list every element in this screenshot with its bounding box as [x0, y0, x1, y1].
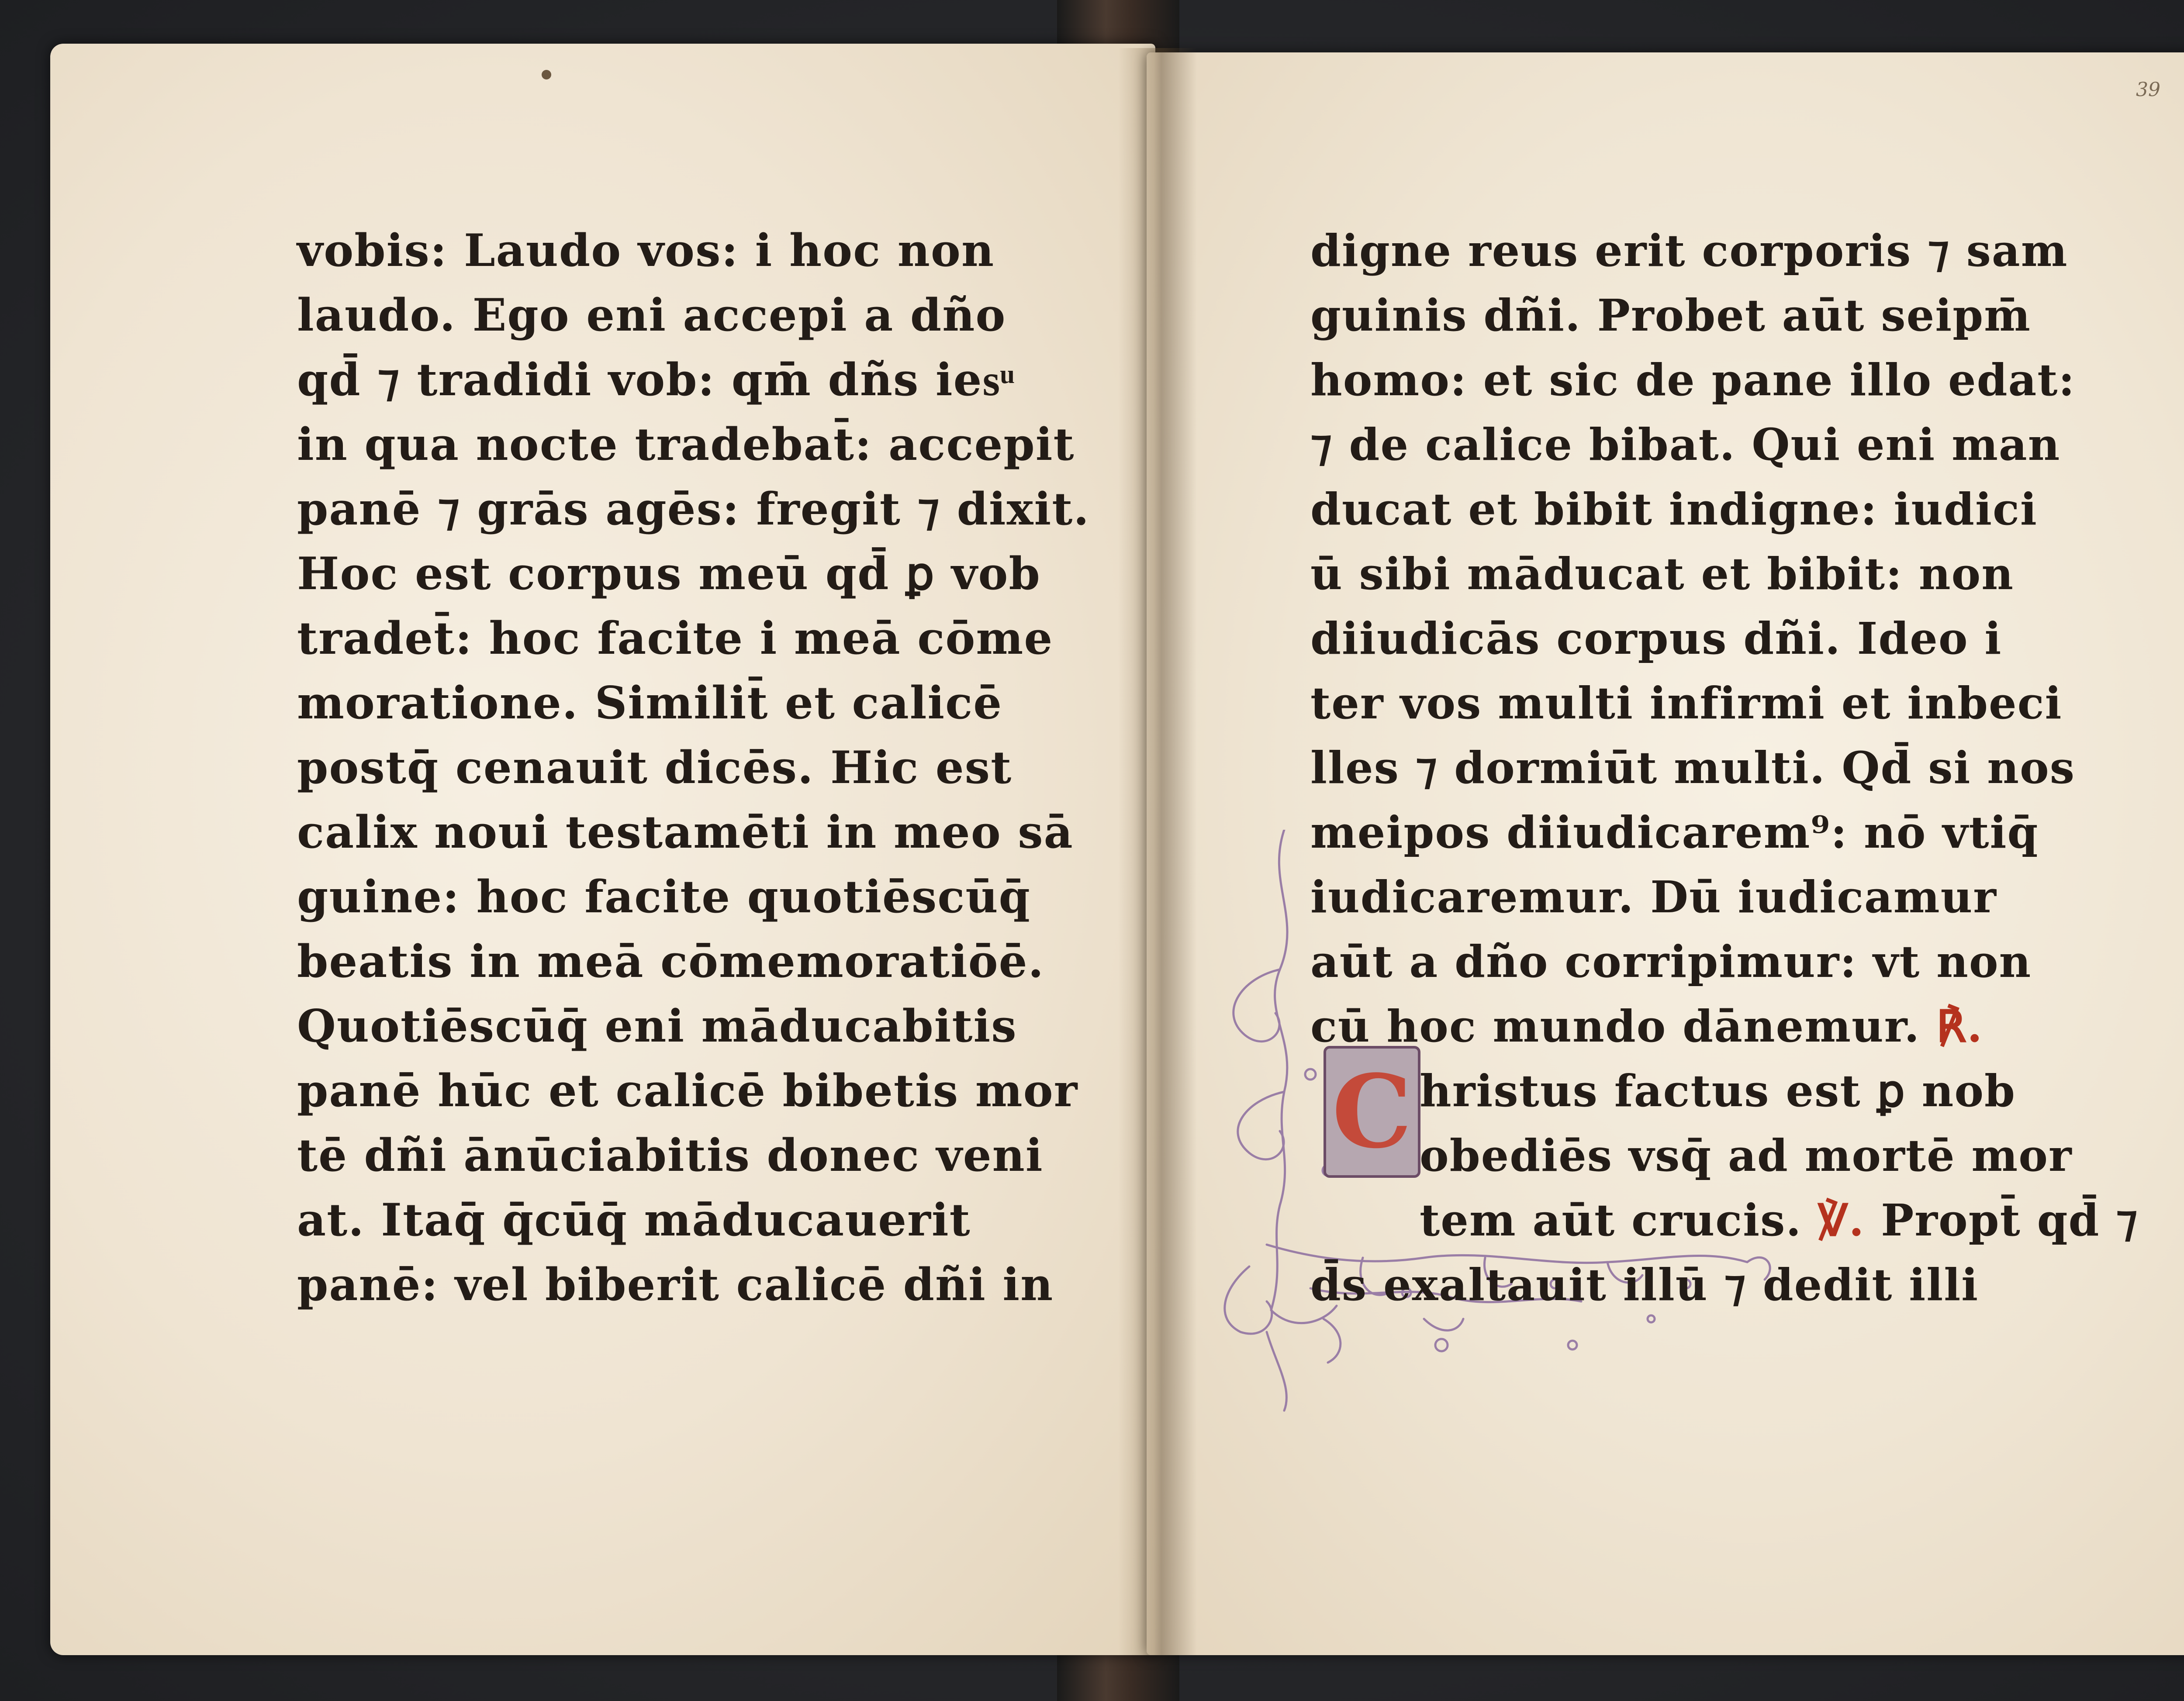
text-line: [1310, 218, 2139, 283]
text-line: guine: hoc facite quotiēscūq̄: [297, 871, 1031, 923]
line-text-tail: Propt̄ qd̄ ⁊: [1881, 1194, 2139, 1246]
rubric-mark: ℟.: [1920, 1001, 1984, 1052]
line-text: d̄s exaltauit illū ⁊ dedit illi: [1310, 1259, 1979, 1311]
text-line: tē dñi ānūciabitis donec veni: [297, 1129, 1044, 1182]
right-page-text: [1310, 218, 2139, 1317]
text-line: [1310, 348, 2139, 412]
line-text: ⁊ de calice bibat. Qui eni man: [1310, 419, 2061, 470]
line-text: lles ⁊ dormiūt multi. Qd̄ si nos: [1310, 742, 2076, 794]
text-line: laudo. Ego eni accepi a dño: [297, 289, 1006, 342]
line-text: cū hoc mundo dānemur.: [1310, 1001, 1921, 1052]
text-line: [1310, 865, 2139, 929]
text-line: postq̄ cenauit dicēs. Hic est: [297, 742, 1013, 794]
text-line: [1310, 671, 2139, 735]
text-line: beatis in meā cōmemoratiōē.: [297, 935, 1045, 988]
text-line: moratione. Similit̄ et calicē: [297, 677, 1003, 729]
text-line: calix noui testamēti in meo sā: [297, 806, 1074, 859]
line-text: digne reus erit corporis ⁊ sam: [1310, 225, 2068, 276]
text-line: panē ⁊ grās agēs: fregit ⁊ dixit.: [297, 483, 1090, 535]
ink-spot: [542, 70, 551, 79]
text-line: in qua nocte tradebat̄: accepit: [297, 418, 1075, 471]
text-line: [1310, 606, 2139, 671]
text-line: [1310, 477, 2139, 542]
text-line: tradet̄: hoc facite i meā cōme: [297, 612, 1054, 665]
text-line: [1310, 1059, 2139, 1123]
text-line: panē: vel biberit calicē dñi in: [297, 1259, 1054, 1311]
text-line: [1310, 283, 2139, 348]
text-line: [1310, 1188, 2139, 1252]
text-line: [1310, 800, 2139, 865]
text-line: [1310, 412, 2139, 477]
text-line: [1310, 1252, 2139, 1317]
text-line: vobis: Laudo vos: i hoc non: [297, 224, 995, 277]
line-text: guinis dñi. Probet aūt seipm̄: [1310, 290, 2031, 341]
folio-number: 39: [2136, 79, 2160, 101]
left-page-text: [297, 218, 1090, 1317]
text-line: Hoc est corpus meū qd̄ ꝑ vob: [297, 548, 1041, 600]
line-text: ter vos multi infirmi et inbeci: [1310, 677, 2063, 729]
text-line: [1310, 929, 2139, 994]
text-line: [1310, 542, 2139, 606]
line-text: hristus factus est ꝑ nob: [1420, 1065, 2016, 1117]
line-text: ducat et bibit indigne: iudici: [1310, 483, 2038, 535]
line-text: iudicaremur. Dū iudicamur: [1310, 871, 1997, 923]
line-text: obediēs vsq̄ ad mortē mor: [1420, 1130, 2073, 1181]
line-text: homo: et sic de pane illo edat:: [1310, 354, 2076, 406]
text-line: [1310, 994, 2139, 1059]
line-text: aūt a dño corripimur: vt non: [1310, 936, 2032, 987]
text-line: Quotiēscūq̄ eni māducabitis: [297, 1000, 1017, 1052]
text-line: at. Itaq̄ q̄cūq̄ māducauerit: [297, 1194, 971, 1246]
line-text: ū sibi māducat et bibit: non: [1310, 548, 2014, 600]
text-line: panē hūc et calicē bibetis mor: [297, 1065, 1078, 1117]
text-line: [1310, 735, 2139, 800]
illuminated-initial: C: [1324, 1046, 1420, 1178]
text-line: [1310, 1123, 2139, 1188]
rubric-mark: ℣.: [1802, 1194, 1881, 1246]
line-text: meipos diiudicarem⁹: nō vtiq̄: [1310, 807, 2039, 858]
line-text: diiudicās corpus dñi. Ideo i: [1310, 613, 2002, 664]
line-text: tem aūt crucis.: [1420, 1194, 1802, 1246]
text-line: qd̄ ⁊ tradidi vob: qm̄ dñs iesͧ: [297, 354, 1016, 406]
